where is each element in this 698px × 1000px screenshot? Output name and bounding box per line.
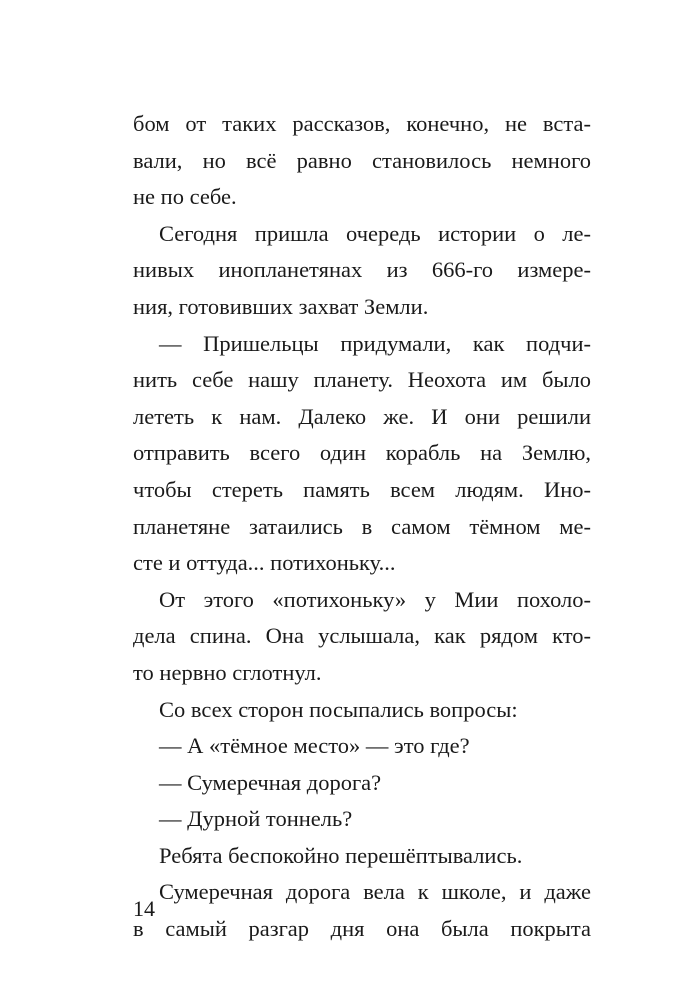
- text-line: — А «тёмное место» — это где?: [159, 733, 470, 759]
- text-line: отправить всего один корабль на Землю,: [133, 440, 591, 466]
- text-line: Сегодня пришла очередь истории о ле-: [159, 220, 591, 246]
- text-line: то нервно сглотнул.: [133, 659, 322, 685]
- text-line: планетяне затаились в самом тёмном ме-: [133, 513, 591, 539]
- paragraph: [133, 728, 591, 765]
- text-line: — Сумеречная дорога?: [159, 769, 382, 795]
- text-line: Ребята беспокойно перешёптывались.: [159, 842, 523, 868]
- text-line: дела спина. Она услышала, как рядом кто-: [133, 623, 591, 649]
- text-line: вали, но всё равно становилось немного: [133, 147, 591, 173]
- text-line: нивых инопланетянах из 666-го измере-: [133, 257, 591, 283]
- text-line: Со всех сторон посыпались вопросы:: [159, 696, 518, 722]
- text-line: — Дурной тоннель?: [159, 806, 353, 832]
- text-line: От этого «потихоньку» у Мии похоло-: [159, 586, 591, 612]
- paragraph: [133, 765, 591, 802]
- text-line: сте и оттуда... потихоньку...: [133, 550, 396, 576]
- text-line: не по себе.: [133, 184, 237, 210]
- paragraph: [133, 874, 591, 947]
- text-line: Сумеречная дорога вела к школе, и даже: [159, 879, 591, 905]
- page-number: 14: [133, 896, 155, 921]
- text-line: бом от таких рассказов, конечно, не вста-: [133, 111, 591, 136]
- paragraph: [133, 838, 591, 875]
- text-line: — Пришельцы придумали, как подчи-: [159, 330, 591, 356]
- paragraph: [133, 106, 591, 216]
- paragraph: [133, 801, 591, 838]
- paragraph: [133, 582, 591, 692]
- paragraph: [133, 216, 591, 326]
- text-line: чтобы стереть память всем людям. Ино-: [133, 476, 591, 502]
- page-body: [133, 106, 591, 948]
- text-line: лететь к нам. Далеко же. И они решили: [133, 403, 591, 429]
- paragraph: [133, 692, 591, 729]
- text-line: нить себе нашу планету. Неохота им было: [133, 367, 591, 393]
- paragraph: [133, 326, 591, 582]
- text-line: ния, готовивших захват Земли.: [133, 293, 429, 319]
- text-line: в самый разгар дня она была покрыта: [133, 916, 591, 942]
